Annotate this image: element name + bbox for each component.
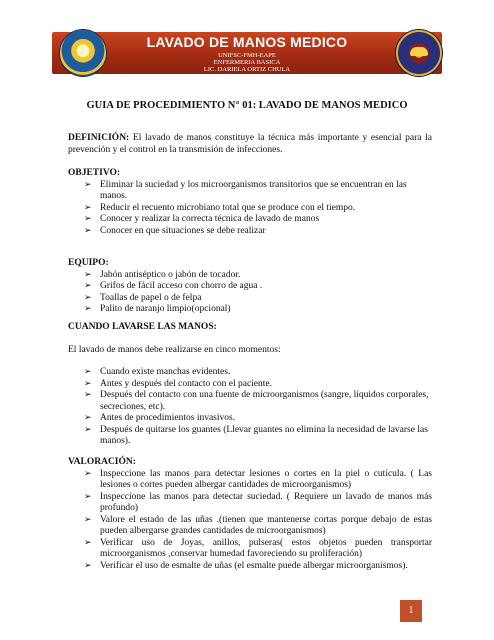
header-line-1: UNIFSC-FMH-EAPE [218,52,276,59]
list-item: ➢ Antes y después del contacto con el paciente. [84,379,432,391]
definicion-section [68,133,432,156]
list-item: ➢ Después de quitarse los guantes (Llevar guantes no elimina la necesidad de lavarse las manos). [84,425,432,448]
definicion-text: El lavado de manos constituye la técnica más importante y esencial para la prevención y el control en la transmisión de infecciones. [68,133,433,155]
list-item: ➢ Jabón antiséptico o jabón de tocador. [84,270,432,282]
list-item: ➢ Inspeccione las manos para detectar suciedad. ( Requiere un lavado de manos más profundo) [84,492,432,515]
list-item: ➢ Toallas de papel o de felpa [84,293,432,305]
objetivo-section [68,168,432,237]
list-item: ➢ Conocer en que situaciones se debe realizar [84,226,432,238]
cuando-heading: CUANDO LAVARSE LAS MANOS: [68,322,217,332]
list-item: ➢ Conocer y realizar la correcta técnica de lavado de manos [84,214,432,226]
lamp-icon [410,47,428,56]
header-banner [52,32,442,74]
list-item: ➢ Verificar uso de Joyas, anillos, pulseras( estos objetos pueden transportar microorganismos ,conservar humedad favoreciendo su proliferación) [84,538,432,561]
valoracion-heading: VALORACIÓN: [68,457,136,467]
nursing-school-seal-logo [396,30,442,76]
equipo-heading: EQUIPO: [68,258,109,268]
list-item: ➢ Eliminar la suciedad y los microorganismos transitorios que se encuentran en las manos. [84,180,432,203]
document-title: GUIA DE PROCEDIMIENTO N° 01: LAVADO DE MANOS MEDICO [86,100,408,111]
list-item: ➢ Antes de procedimientos invasivos. [84,413,432,425]
cuando-section [68,322,432,448]
objetivo-heading: OBJETIVO: [68,168,121,178]
header-line-3: LIC. DARIELA ORTIZ CHULA [203,66,291,73]
list-item: ➢ Valore el estado de las uñas .(tienen que mantenerse cortas porque debajo de estas pueden albergarse grandes cantidades de microorganismos) [84,515,432,538]
definicion-heading: DEFINICIÓN: [68,133,130,143]
equipo-section [68,258,432,316]
list-item: ➢ Palito de naranjo limpio(opcional) [84,304,432,316]
page-number-badge: 1 [400,600,422,622]
list-item: ➢ Inspeccione las manos para detectar lesiones o cortes en la piel o cutícula. ( Las lesiones o cortes pueden albergar cantidades de microorganismos) [84,469,432,492]
cuando-intro: El lavado de manos debe realizarse en cinco momentos: [68,344,281,355]
valoracion-section [68,457,432,572]
university-seal-logo [60,30,106,76]
header-title: LAVADO DE MANOS MEDICO [146,34,348,50]
list-item: ➢ Verificar el uso de esmalte de uñas (el esmalte puede albergar microorganismos). [84,561,432,573]
list-item: ➢ Reducir el recuento microbiano total que se produce con el tiempo. [84,203,432,215]
list-item: ➢ Después del contacto con una fuente de microorganismos (sangre, líquidos corporales, secreciones, etc). [84,390,432,413]
list-item: ➢ Cuando existe manchas evidentes. [84,367,432,379]
header-line-2: ENFERMERIA BASICA [213,59,281,66]
list-item: ➢ Grifos de fácil acceso con chorro de agua . [84,281,432,293]
